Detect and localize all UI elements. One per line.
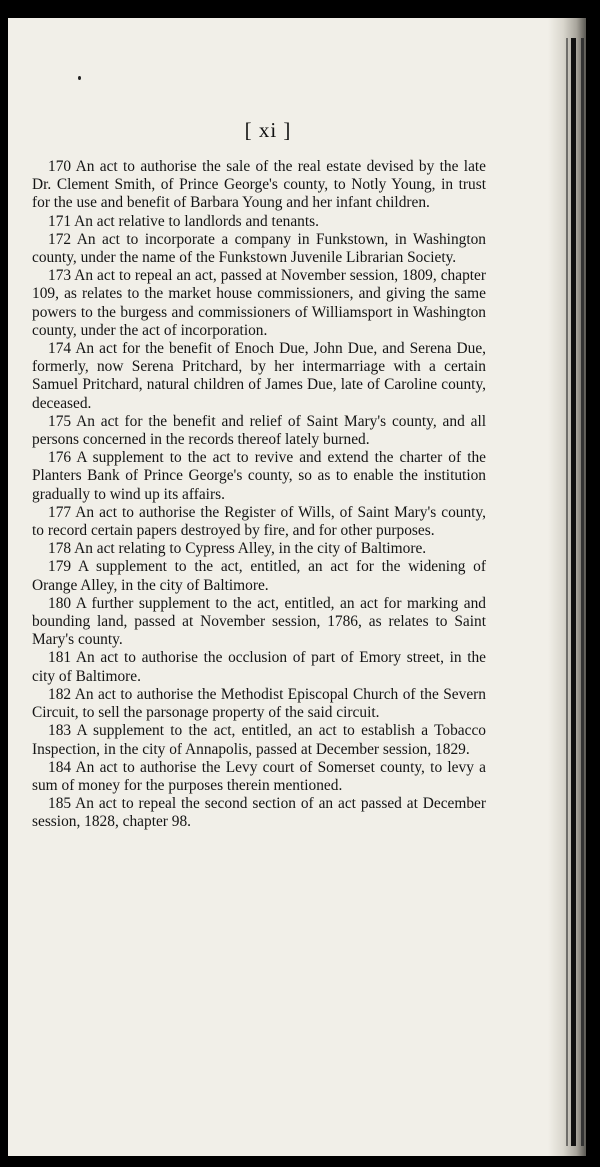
list-item — [32, 649, 486, 685]
entry-text: An act to incorporate a company in Funkstown, in Washington county, under the name of the Funkstown Juvenile Librarian Society. — [32, 230, 487, 267]
list-item — [32, 540, 486, 558]
list-item — [32, 686, 486, 722]
entry-number: 179 — [48, 558, 72, 576]
entry-number: 174 — [48, 340, 72, 358]
entry-text: An act to authorise the Register of Wills, of Saint Mary's county, to record certain papers destroyed by fire, and for other purposes. — [32, 503, 487, 540]
list-item — [32, 340, 486, 413]
entry-number: 180 — [48, 594, 72, 612]
entry-text: An act to authorise the sale of the real estate devised by the late Dr. Clement Smith, of Prince George's county, to Notly Young, in trust for the use and benefit of Barbara Young and her infant children. — [32, 158, 487, 212]
entry-text: An act for the benefit and relief of Saint Mary's county, and all persons concerned in the records thereof lately burned. — [32, 412, 487, 449]
list-item — [32, 595, 486, 650]
document-page — [8, 18, 586, 1156]
entry-text: An act for the benefit of Enoch Due, John Due, and Serena Due, formerly, now Serena Pritchard, by her intermarriage with a certain Samuel Pritchard, natural children of James Due, late of Caroline county, deceased. — [32, 340, 486, 412]
list-item — [32, 413, 486, 449]
list-item — [32, 558, 486, 594]
list-item — [32, 449, 486, 504]
entry-number: 183 — [48, 722, 72, 740]
list-item — [32, 158, 486, 213]
entry-text: A supplement to the act, entitled, an act to establish a Tobacco Inspection, in the city of Annapolis, passed at December session, 1829. — [32, 722, 486, 758]
entry-number: 182 — [48, 685, 72, 703]
entry-text: A further supplement to the act, entitled, an act for marking and bounding land, passed at November session, 1786, as relates to Saint Mary's county. — [32, 594, 487, 649]
list-item — [32, 267, 486, 340]
list-item — [32, 231, 486, 267]
entry-text: An act to authorise the Methodist Episcopal Church of the Severn Circuit, to sell the parsonage property of the said circuit. — [32, 685, 486, 722]
entry-number: 181 — [48, 649, 72, 667]
entry-text: An act relative to landlords and tenants. — [74, 212, 319, 230]
list-item — [32, 795, 486, 831]
entry-number: 171 — [48, 212, 72, 230]
ink-speck — [78, 76, 81, 80]
entry-number: 170 — [48, 158, 72, 175]
entry-text: An act to repeal an act, passed at November session, 1809, chapter 109, as relates to the market house commissioners, and giving the same powers to the burgess and commissioners of Williamsport in Washington county, under the act of incorporation. — [32, 267, 486, 339]
entry-text: An act relating to Cypress Alley, in the city of Baltimore. — [74, 540, 427, 558]
entry-text: A supplement to the act, entitled, an act for the widening of Orange Alley, in the city of Baltimore. — [32, 558, 487, 594]
entry-number: 176 — [48, 449, 72, 467]
list-item — [32, 722, 486, 758]
entry-number: 175 — [48, 412, 72, 430]
binding-gutter — [548, 18, 586, 1156]
entry-number: 184 — [48, 758, 72, 776]
entry-text: An act to authorise the Levy court of Somerset county, to levy a sum of money for the purposes therein mentioned. — [32, 758, 486, 794]
entry-number: 178 — [48, 540, 72, 558]
entry-number: 185 — [48, 795, 72, 813]
list-item — [32, 504, 486, 540]
entry-number: 173 — [48, 267, 72, 285]
list-item — [32, 759, 486, 795]
list-item — [32, 213, 486, 231]
entry-list — [32, 158, 486, 832]
entry-text: A supplement to the act to revive and extend the charter of the Planters Bank of Prince George's county, so as to enable the institution gradually to wind up its affairs. — [32, 449, 486, 503]
entry-number: 172 — [48, 230, 72, 248]
page-header: [ xi ] — [244, 118, 292, 142]
entry-number: 177 — [48, 503, 72, 521]
entry-text: An act to authorise the occlusion of part of Emory street, in the city of Baltimore. — [32, 649, 486, 685]
entry-text: An act to repeal the second section of an act passed at December session, 1828, chapter 98. — [32, 795, 486, 831]
